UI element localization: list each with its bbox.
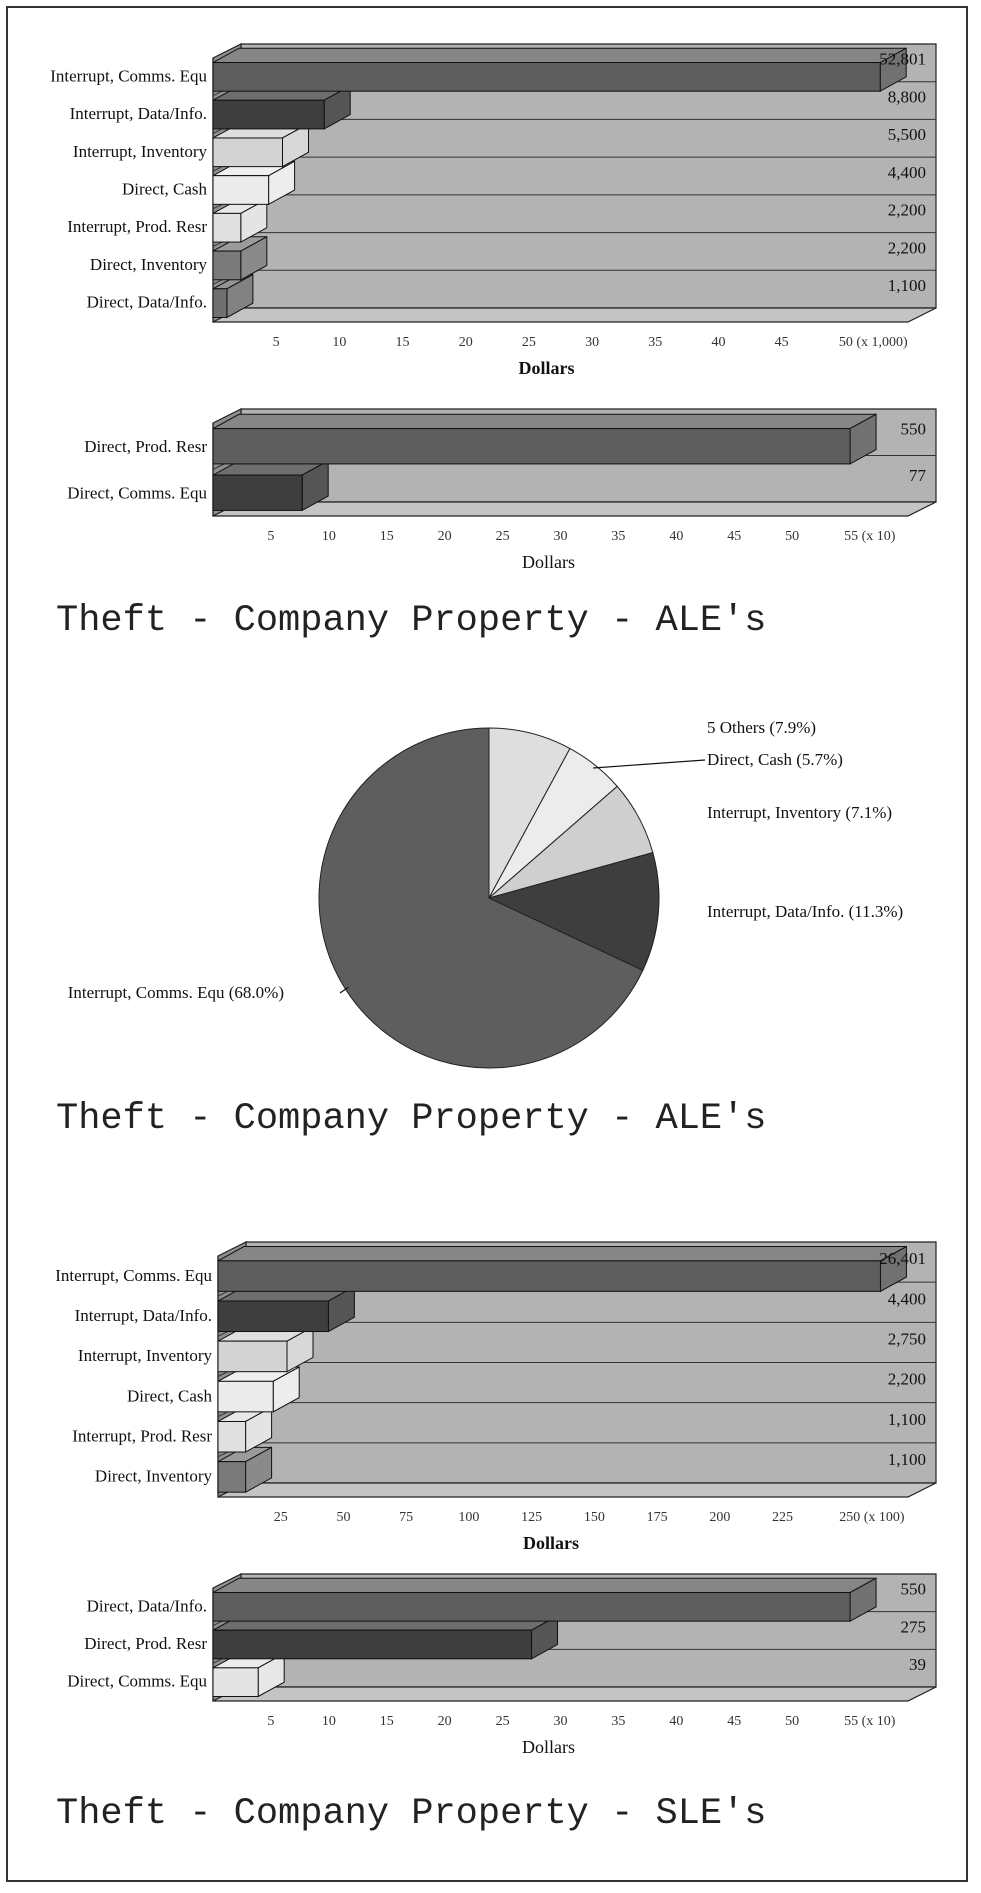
value-label: 550 xyxy=(900,419,926,439)
floor xyxy=(213,1687,936,1701)
tick-label: 25 xyxy=(495,529,510,544)
tick-label: 40 xyxy=(669,529,684,544)
bar xyxy=(213,1630,532,1659)
bar xyxy=(213,1593,850,1622)
value-label: 5,500 xyxy=(887,125,926,145)
category-label: Direct, Comms. Equ xyxy=(67,1671,207,1691)
category-label: Interrupt, Inventory xyxy=(72,141,207,161)
tick-label: 30 xyxy=(553,529,568,544)
value-label: 1,100 xyxy=(887,1409,926,1429)
tick-label: 100 xyxy=(458,1510,480,1525)
slice-label: Interrupt, Data/Info. (11.3%) xyxy=(707,902,904,921)
caption-ale-bars: Theft - Company Property - ALE's xyxy=(56,600,767,642)
tick-label: 225 xyxy=(772,1510,794,1525)
category-label: Direct, Inventory xyxy=(89,254,207,274)
tick-label: 125 xyxy=(521,1510,543,1525)
value-label: 77 xyxy=(909,466,926,486)
slice-label: Direct, Cash (5.7%) xyxy=(707,750,843,769)
tick-label: 10 xyxy=(321,1714,336,1729)
category-label: Interrupt, Data/Info. xyxy=(74,1306,212,1326)
value-label: 8,800 xyxy=(887,87,926,107)
tick-label: 50 xyxy=(336,1510,351,1525)
tick-label: 250 (x 100) xyxy=(839,1510,905,1525)
tick-label: 15 xyxy=(395,335,410,350)
value-label: 275 xyxy=(900,1617,926,1637)
tick-label: 5 xyxy=(267,529,275,544)
tick-label: 175 xyxy=(646,1510,668,1525)
tick-label: 10 xyxy=(321,529,336,544)
slice-label: 5 Others (7.9%) xyxy=(707,718,817,737)
value-label: 1,100 xyxy=(887,276,926,296)
bar-top xyxy=(213,1578,876,1592)
tick-label: 5 xyxy=(267,1714,275,1729)
tick-label: 55 (x 10) xyxy=(844,1714,896,1729)
axis-title: Dollars xyxy=(522,1737,575,1757)
tick-label: 35 xyxy=(611,1714,626,1729)
caption-ale-pie: Theft - Company Property - ALE's xyxy=(56,1098,767,1140)
tick-label: 20 xyxy=(437,529,452,544)
category-label: Direct, Prod. Resr xyxy=(84,436,207,456)
tick-label: 35 xyxy=(648,335,663,350)
tick-label: 55 (x 10) xyxy=(844,529,896,544)
tick-label: 25 xyxy=(273,1510,288,1525)
tick-label: 25 xyxy=(495,1714,510,1729)
tick-label: 15 xyxy=(379,529,394,544)
category-label: Interrupt, Inventory xyxy=(77,1346,212,1366)
category-label: Direct, Cash xyxy=(127,1386,212,1406)
axis-title: Dollars xyxy=(522,552,575,572)
slice-label: Interrupt, Inventory (7.1%) xyxy=(707,803,893,822)
value-label: 4,400 xyxy=(887,162,926,182)
tick-label: 30 xyxy=(553,1714,568,1729)
caption-sle-bars: Theft - Company Property - SLE's xyxy=(56,1793,767,1835)
value-label: 2,200 xyxy=(887,1369,926,1389)
category-label: Direct, Data/Info. xyxy=(86,1596,207,1616)
value-label: 2,750 xyxy=(887,1329,926,1349)
tick-label: 150 xyxy=(583,1510,605,1525)
value-label: 39 xyxy=(909,1655,926,1675)
category-label: Interrupt, Comms. Equ xyxy=(50,66,207,86)
axis-title: Dollars xyxy=(523,1533,579,1553)
tick-label: 20 xyxy=(458,335,473,350)
tick-label: 75 xyxy=(399,1510,414,1525)
tick-label: 40 xyxy=(669,1714,684,1729)
value-label: 2,200 xyxy=(887,238,926,258)
category-label: Direct, Inventory xyxy=(94,1466,212,1486)
value-label: 52,801 xyxy=(879,49,926,69)
tick-label: 15 xyxy=(379,1714,394,1729)
tick-label: 50 xyxy=(785,1714,800,1729)
tick-label: 45 xyxy=(727,1714,742,1729)
value-label: 4,400 xyxy=(887,1289,926,1309)
tick-label: 30 xyxy=(585,335,600,350)
value-label: 2,200 xyxy=(887,200,926,220)
value-label: 26,401 xyxy=(879,1249,926,1269)
slice-label: Interrupt, Comms. Equ (68.0%) xyxy=(67,983,284,1002)
tick-label: 50 xyxy=(785,529,800,544)
axis-title: Dollars xyxy=(518,358,575,378)
value-label: 1,100 xyxy=(887,1449,926,1469)
tick-label: 20 xyxy=(437,1714,452,1729)
category-label: Interrupt, Data/Info. xyxy=(69,104,207,124)
tick-label: 25 xyxy=(521,335,536,350)
category-label: Interrupt, Comms. Equ xyxy=(55,1265,212,1285)
tick-label: 10 xyxy=(332,335,347,350)
category-label: Interrupt, Prod. Resr xyxy=(67,217,207,237)
tick-label: 35 xyxy=(611,529,626,544)
tick-label: 200 xyxy=(709,1510,731,1525)
category-label: Direct, Prod. Resr xyxy=(84,1634,207,1654)
tick-label: 45 xyxy=(727,529,742,544)
tick-label: 5 xyxy=(272,335,280,350)
value-label: 550 xyxy=(900,1579,926,1599)
tick-label: 45 xyxy=(774,335,789,350)
category-label: Direct, Comms. Equ xyxy=(67,483,207,503)
tick-label: 40 xyxy=(711,335,726,350)
category-label: Interrupt, Prod. Resr xyxy=(72,1426,212,1446)
category-label: Direct, Cash xyxy=(122,179,207,199)
bar xyxy=(213,1668,258,1697)
category-label: Direct, Data/Info. xyxy=(86,292,207,312)
tick-label: 50 (x 1,000) xyxy=(838,335,908,350)
